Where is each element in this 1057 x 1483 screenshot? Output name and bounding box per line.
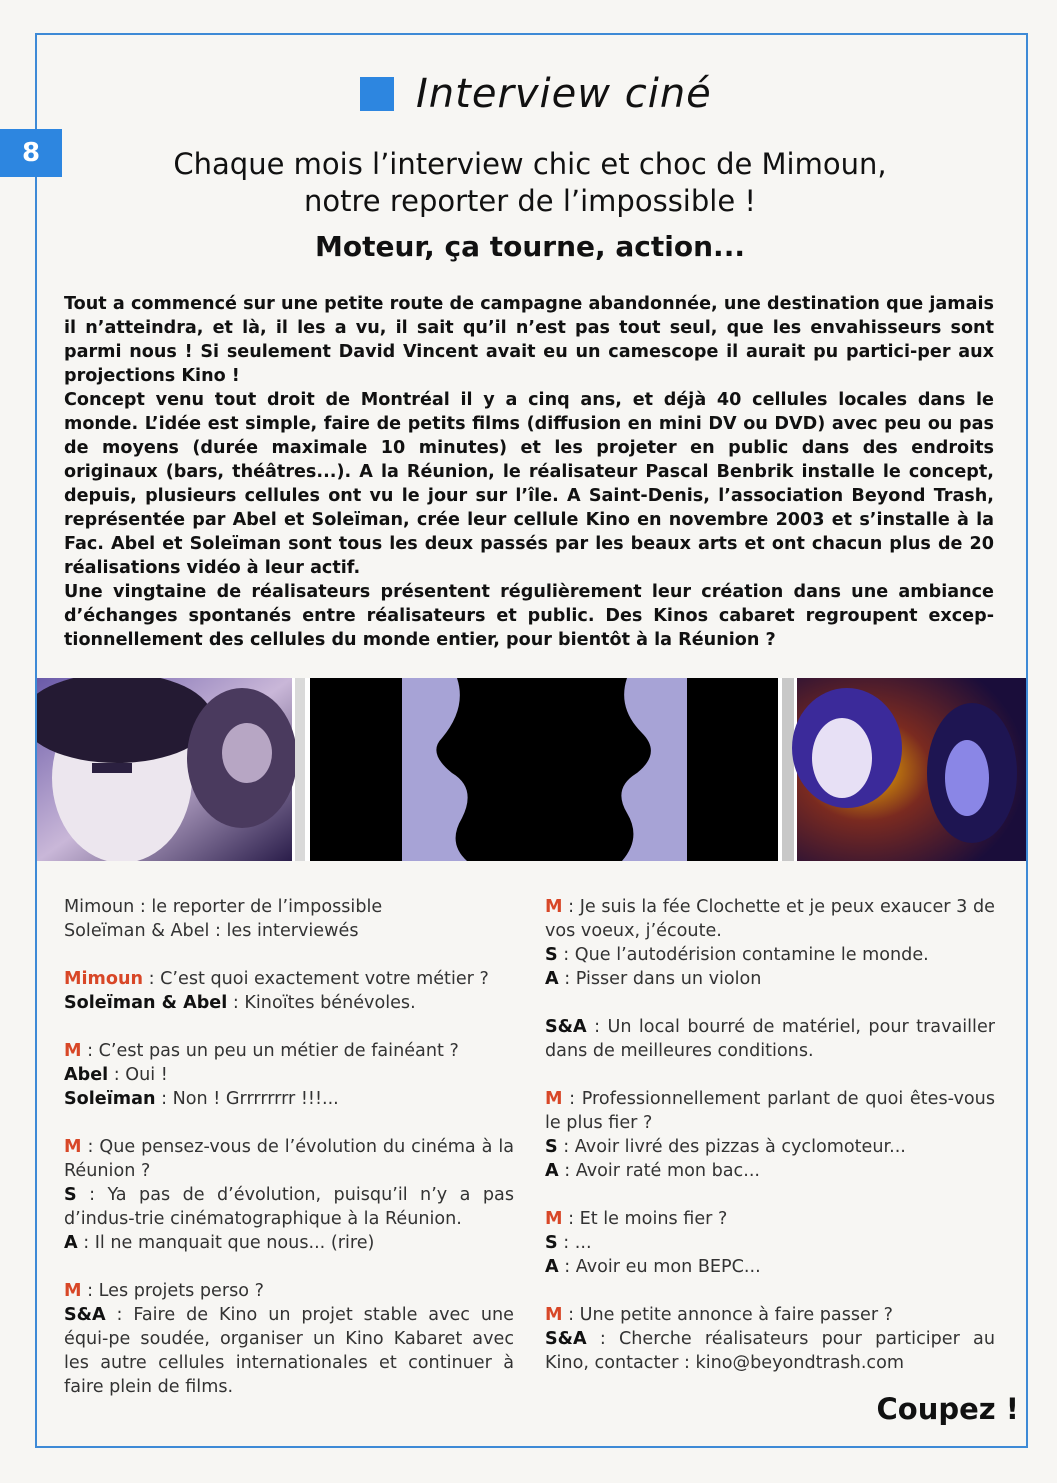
subtitle-line2: notre reporter de l’impossible ! <box>303 184 757 218</box>
answer-text: : Que l’autodérision contamine le monde. <box>557 945 929 965</box>
blue-square-icon <box>360 77 394 111</box>
speaker-label: S <box>545 1137 558 1157</box>
qa-block <box>545 1087 995 1183</box>
answer-text: : Ya pas de d’évolution, puisqu’il n’y a pas d’indus-trie cinématographique à la Réunion. <box>64 1185 514 1229</box>
speaker-label: Soleïman <box>64 1089 156 1109</box>
question-text: : C’est pas un peu un métier de fainéant ? <box>81 1041 459 1061</box>
photo-strip <box>37 678 1026 861</box>
speaker-label: M <box>64 1137 82 1157</box>
question-text: : C’est quoi exactement votre métier ? <box>143 969 489 989</box>
answer-text: : Avoir livré des pizzas à cyclomoteur... <box>557 1137 906 1157</box>
intro-text <box>64 292 994 652</box>
interview-column-right <box>545 895 995 1399</box>
speaker-label: S&A <box>545 1017 587 1037</box>
speaker-label: A <box>64 1233 78 1253</box>
answer-text: : Cherche réalisateurs pour participer au Kino, contacter : kino@beyondtrash.com <box>545 1329 995 1373</box>
speaker-label: S&A <box>64 1305 106 1325</box>
speaker-label: M <box>545 1089 563 1109</box>
speaker-label: M <box>64 1281 82 1301</box>
speaker-label: S <box>545 945 558 965</box>
tagline: Moteur, ça tourne, action... <box>315 230 745 263</box>
qa-block <box>545 1207 995 1279</box>
closing-line: Coupez ! <box>876 1392 1019 1426</box>
photo-silhouettes-center <box>295 678 794 861</box>
answer-text: : Avoir eu mon BEPC... <box>558 1257 761 1277</box>
qa-block <box>545 1015 995 1063</box>
question-text: : Je suis la fée Clochette et je peux exaucer 3 de vos voeux, j’écoute. <box>545 897 995 941</box>
subtitle <box>90 146 970 220</box>
speaker-label: Abel <box>64 1065 109 1085</box>
question-text: : Que pensez-vous de l’évolution du cinéma à la Réunion ? <box>64 1137 514 1181</box>
qa-block <box>64 1279 514 1399</box>
answer-text: : Il ne manquait que nous... (rire) <box>77 1233 375 1253</box>
photo-strip-graphic <box>37 678 1026 861</box>
question-text: : Les projets perso ? <box>81 1281 264 1301</box>
qa-block <box>545 1303 995 1375</box>
speaker-label: M <box>545 1209 563 1229</box>
page-title: Interview ciné <box>416 71 712 117</box>
qa-block <box>64 967 514 1015</box>
qa-block <box>64 1039 514 1111</box>
answer-text: : Avoir raté mon bac... <box>558 1161 761 1181</box>
question-text: : Une petite annonce à faire passer ? <box>562 1305 894 1325</box>
speaker-label: Soleïman & Abel <box>64 993 228 1013</box>
answer-text: : Kinoïtes bénévoles. <box>227 993 416 1013</box>
header <box>360 64 712 124</box>
speaker-label: A <box>545 1161 559 1181</box>
answer-text: : Pisser dans un violon <box>558 969 762 989</box>
answer-text: : Faire de Kino un projet stable avec une équi-pe soudée, organiser un Kino Kabaret avec les autre cellules internationales et continuer à faire plein de films. <box>64 1305 514 1397</box>
question-text: : Professionnellement parlant de quoi êtes-vous le plus fier ? <box>545 1089 995 1133</box>
photo-faces-right <box>792 678 1026 861</box>
cast-mimoun: Mimoun : le reporter de l’impossible <box>64 897 383 917</box>
intro-paragraph: Une vingtaine de réalisateurs présentent régulièrement leur création dans une ambiance d’échanges spontanés entre réalisateurs et public. Des Kinos cabaret regroupent excep-tionnellement des cellules du monde entier, pour bientôt à la Réunion ? <box>64 582 994 650</box>
speaker-label: M <box>545 1305 563 1325</box>
speaker-label: M <box>545 897 563 917</box>
intro-paragraph: Concept venu tout droit de Montréal il y a cinq ans, et déjà 40 cellules locales dans le monde. L’idée est simple, faire de petits films (diffusion en mini DV ou DVD) avec peu ou pas de moyens (durée maximale 10 minutes) et les projeter en public dans des endroits originaux (bars, théâtres...). A la Réunion, le réalisateur Pascal Benbrik installe le concept, depuis, plusieurs cellules ont vu le jour sur l’île. A Saint-Denis, l’association Beyond Trash, représentée par Abel et Soleïman, crée leur cellule Kino en novembre 2003 et s’installe à la Fac. Abel et Soleïman sont tous les deux passés par les beaux arts et ont chacun plus de 20 réalisations vidéo à leur actif. <box>64 390 994 578</box>
answer-text: : Un local bourré de matériel, pour travailler dans de meilleures conditions. <box>545 1017 995 1061</box>
interview-column-left <box>64 895 514 1423</box>
speaker-label: A <box>545 969 559 989</box>
page-number-tab: 8 <box>0 129 62 177</box>
answer-text: : ... <box>557 1233 592 1253</box>
qa-block <box>545 895 995 991</box>
answer-text: : Non ! Grrrrrrrr !!!... <box>155 1089 339 1109</box>
speaker-label: S <box>64 1185 77 1205</box>
speaker-label: S&A <box>545 1329 587 1349</box>
qa-block <box>64 1135 514 1255</box>
speaker-label: A <box>545 1257 559 1277</box>
photo-faces-left <box>37 678 297 861</box>
intro-paragraph: Tout a commencé sur une petite route de campagne abandonnée, une destination que jamais il n’atteindra, et là, il les a vu, il sait qu’il n’est pas tout seul, que les envahisseurs sont parmi nous ! Si seulement David Vincent avait eu un camescope il aurait pu partici-per aux projections Kino ! <box>64 294 994 386</box>
speaker-label: Mimoun <box>64 969 144 989</box>
cast-block <box>64 895 514 943</box>
cast-soleiman-abel: Soleïman & Abel : les interviewés <box>64 921 359 941</box>
speaker-label: S <box>545 1233 558 1253</box>
question-text: : Et le moins fier ? <box>562 1209 728 1229</box>
answer-text: : Oui ! <box>108 1065 168 1085</box>
subtitle-line1: Chaque mois l’interview chic et choc de Mimoun, <box>173 147 887 181</box>
speaker-label: M <box>64 1041 82 1061</box>
